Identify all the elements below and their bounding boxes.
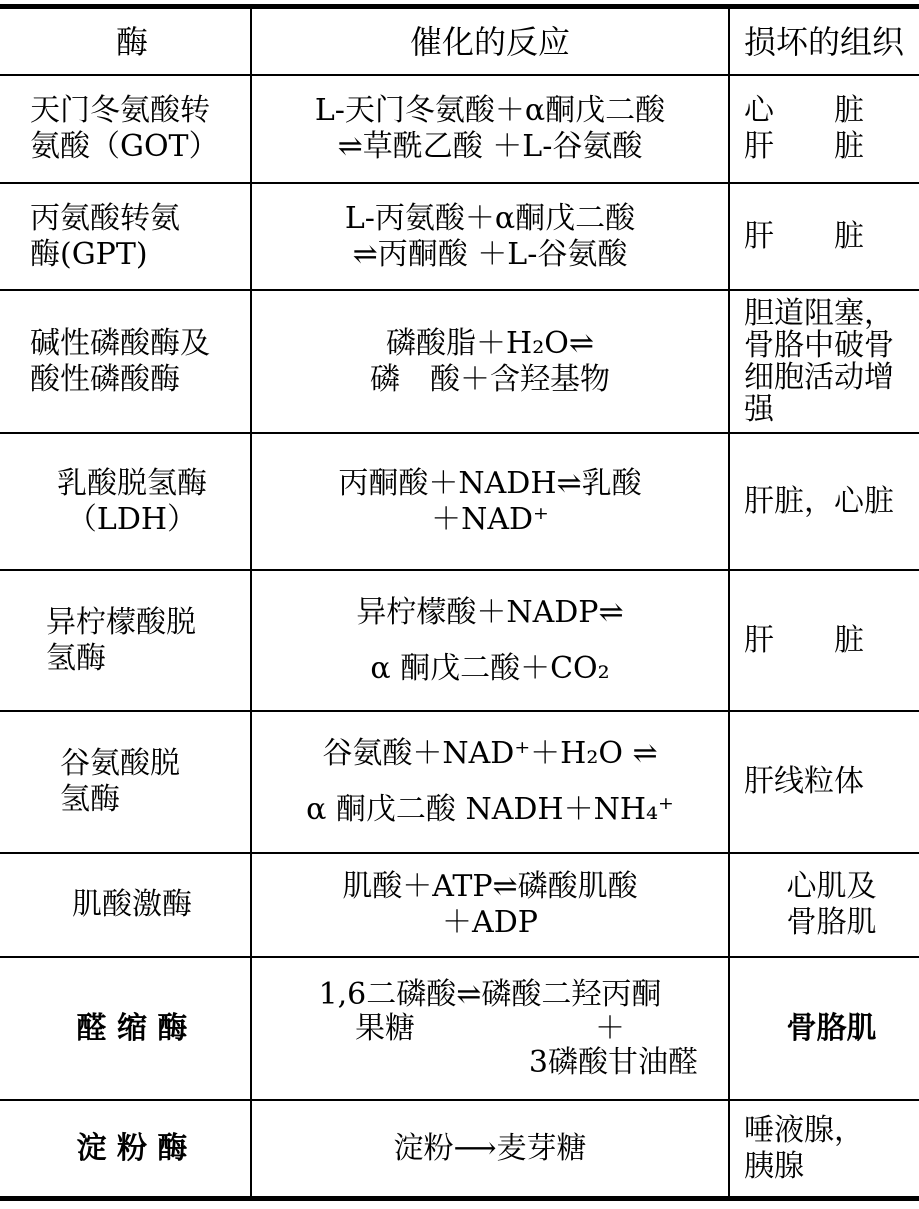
reaction-cell: 磷酸脂＋H₂O⇌ 磷 酸＋含羟基物: [370, 325, 610, 397]
tissue-cell: 肝脏，心脏: [744, 483, 894, 519]
enzyme-cell: 丙氨酸转氨 酶(GPT): [30, 200, 180, 272]
header-reaction: 催化的反应: [409, 22, 570, 61]
enzyme-cell: 肌酸激酶: [72, 887, 192, 922]
reaction-cell: 异柠檬酸＋NADP⇌ α 酮戊二酸＋CO₂: [356, 594, 624, 686]
tissue-cell: 胆道阻塞， 骨胳中破骨 细胞活动增 强: [744, 295, 894, 427]
tissue-cell: 唾液腺， 胰腺: [744, 1112, 864, 1184]
header-enzyme: 酶: [115, 22, 148, 61]
tissue-cell: 肝 脏: [744, 622, 864, 658]
enzyme-cell: 谷氨酸脱 氢酶: [60, 746, 180, 817]
enzyme-cell: 乳酸脱氢酶 （LDH）: [57, 465, 207, 537]
column-divider: [728, 6, 730, 1198]
enzyme-cell: 异柠檬酸脱 氢酶: [46, 604, 196, 676]
tissue-cell: 骨胳肌: [786, 1010, 877, 1046]
reaction-cell: 1,6二磷酸⇌磷酸二羟丙酮 果糖 ＋ 3磷酸甘油醛: [318, 976, 698, 1080]
header-damaged-tissue: 损坏的组织: [744, 22, 905, 61]
enzyme-cell: 碱性磷酸酶及 酸性磷酸酶: [30, 325, 210, 397]
tissue-cell: 肝 脏: [744, 218, 864, 254]
reaction-cell: 丙酮酸＋NADH⇌乳酸 ＋NAD⁺: [338, 465, 642, 537]
enzyme-cell: 醛 缩 酶: [76, 1010, 188, 1046]
tissue-cell: 心 脏 肝 脏: [744, 93, 864, 164]
enzyme-cell: 淀 粉 酶: [76, 1130, 188, 1166]
reaction-cell: 肌酸＋ATP⇌磷酸肌酸 ＋ADP: [342, 869, 638, 940]
reaction-cell: L-丙氨酸＋α酮戊二酸 ⇌丙酮酸 ＋L-谷氨酸: [344, 200, 636, 272]
reaction-cell: 淀粉⟶麦芽糖: [393, 1130, 587, 1166]
tissue-cell: 肝线粒体: [744, 764, 864, 799]
reaction-cell: 谷氨酸＋NAD⁺＋H₂O ⇌ α 酮戊二酸 NADH＋NH₄⁺: [306, 736, 674, 827]
enzyme-cell: 天门冬氨酸转 氨酸（GOT）: [30, 93, 219, 164]
reaction-cell: L-天门冬氨酸＋α酮戊二酸 ⇌草酰乙酸 ＋L-谷氨酸: [314, 93, 666, 164]
table-bottom-rule: [0, 1196, 919, 1201]
tissue-cell: 心肌及 骨胳肌: [786, 869, 877, 940]
